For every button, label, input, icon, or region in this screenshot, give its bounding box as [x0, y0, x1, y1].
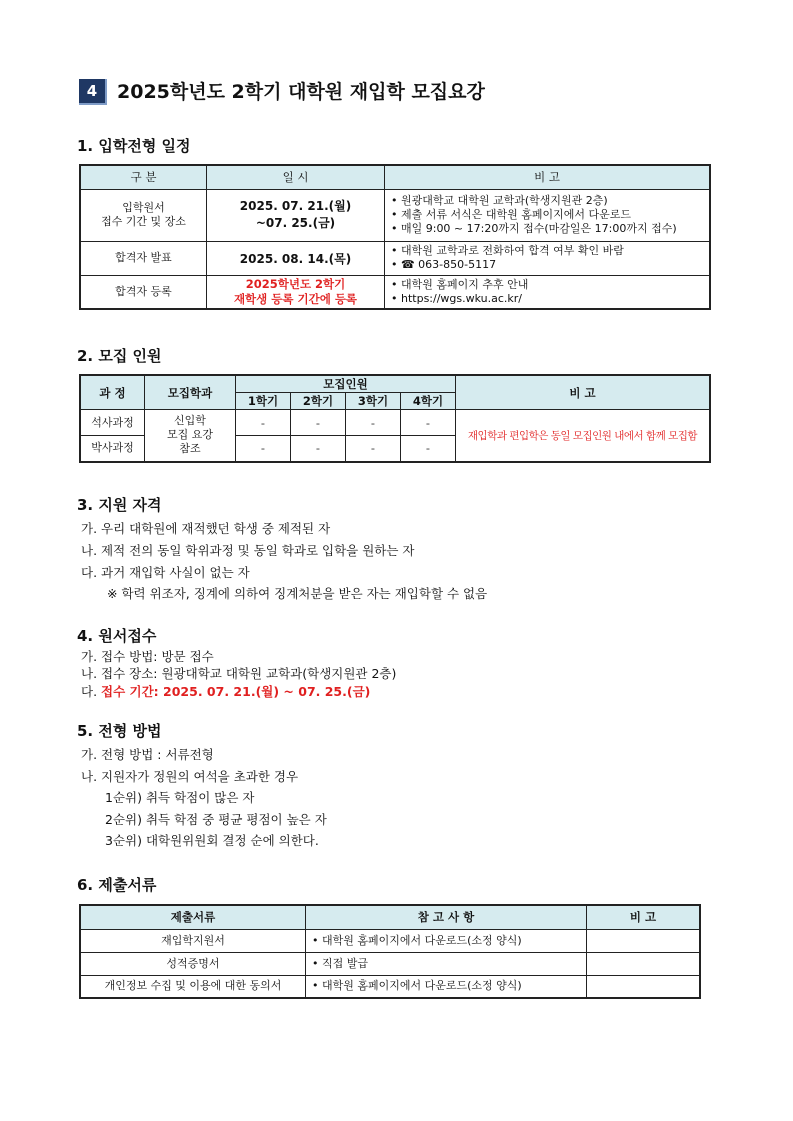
- eligibility-line: 가. 우리 대학원에 재적했던 학생 중 제적된 자: [81, 521, 331, 536]
- documents-table: [79, 904, 701, 999]
- schedule-date-line: 2025. 07. 21.(월): [239, 199, 352, 213]
- quota-header-sem1: 1학기: [236, 393, 291, 410]
- schedule-note-line: • 대학원 홈페이지 추후 안내: [391, 277, 529, 291]
- quota-value: -: [401, 436, 456, 462]
- schedule-date-line: 재학생 등록 기간에 등록: [233, 291, 358, 306]
- quota-dept-line: 신입학: [174, 414, 206, 428]
- quota-dept-line: 참조: [179, 442, 201, 456]
- table-row: [80, 241, 710, 275]
- schedule-note: [385, 189, 711, 241]
- table-row: [80, 929, 700, 952]
- schedule-note: [385, 241, 711, 275]
- schedule-date: [207, 189, 385, 241]
- eligibility-note: ※ 학력 위조자, 징계에 의하여 징계처분을 받은 자는 재입학할 수 없음: [107, 586, 488, 601]
- quota-value: -: [236, 436, 291, 462]
- page-title: 2025학년도 2학기 대학원 재입학 모집요강: [117, 81, 485, 103]
- schedule-date-line: ~07. 25.(금): [255, 216, 336, 230]
- quota-dept-line: 모집 요강: [166, 428, 213, 442]
- application-period-line: [81, 682, 370, 700]
- schedule-header-category: 구 분: [80, 165, 207, 189]
- schedule-date-line: 2025학년도 2학기: [245, 276, 346, 291]
- section-number-badge: 4: [79, 79, 107, 105]
- document-ref: • 직접 발급: [306, 952, 587, 975]
- quota-header-sem2: 2학기: [291, 393, 346, 410]
- quota-dept: [145, 410, 236, 462]
- schedule-header-date: 일 시: [207, 165, 385, 189]
- section-1-heading: 1. 입학전형 일정: [77, 137, 191, 155]
- schedule-note-line: • 원광대학교 대학원 교학과(학생지원관 2층): [391, 194, 608, 207]
- quota-header-sem3: 3학기: [346, 393, 401, 410]
- schedule-date: 2025. 08. 14.(목): [207, 241, 385, 275]
- schedule-date: [207, 275, 385, 309]
- documents-header-note: 비 고: [587, 905, 701, 929]
- section-3-heading: 3. 지원 자격: [77, 496, 162, 514]
- quota-course: 박사과정: [80, 436, 145, 462]
- table-row: [80, 275, 710, 309]
- quota-value: -: [401, 410, 456, 436]
- quota-header-count: 모집인원: [236, 375, 456, 393]
- schedule-table: [79, 164, 711, 310]
- schedule-note: [385, 275, 711, 309]
- table-row: [80, 952, 700, 975]
- table-row: [80, 975, 700, 998]
- section-2-heading: 2. 모집 인원: [77, 347, 162, 365]
- table-row: [80, 189, 710, 241]
- schedule-note-line: • 매일 9:00 ~ 17:20까지 접수(마감일은 17:00까지 접수): [391, 222, 677, 235]
- application-line: 가. 접수 방법: 방문 접수: [81, 649, 214, 664]
- document-name: 재입학지원서: [80, 929, 306, 952]
- document-name: 성적증명서: [80, 952, 306, 975]
- document-note: [587, 975, 701, 998]
- quota-header-sem4: 4학기: [401, 393, 456, 410]
- document-name: 개인정보 수집 및 이용에 대한 동의서: [80, 975, 306, 998]
- schedule-category: [80, 189, 207, 241]
- eligibility-line: 다. 과거 재입학 사실이 없는 자: [81, 565, 250, 580]
- selection-line: 나. 지원자가 정원의 여석을 초과한 경우: [81, 769, 299, 784]
- document-note: [587, 952, 701, 975]
- schedule-note-line: • https://wgs.wku.ac.kr/: [391, 291, 523, 305]
- application-period-prefix: 다.: [81, 684, 102, 699]
- quota-header-course: 과 정: [80, 375, 145, 410]
- schedule-category: 합격자 등록: [80, 275, 207, 309]
- schedule-category-line: 입학원서: [122, 201, 165, 214]
- schedule-note-line: • 제출 서류 서식은 대학원 홈페이지에서 다운로드: [391, 208, 631, 221]
- quota-value: -: [346, 436, 401, 462]
- selection-line: 가. 전형 방법 : 서류전형: [81, 747, 214, 762]
- quota-value: -: [291, 410, 346, 436]
- section-5-heading: 5. 전형 방법: [77, 722, 162, 740]
- schedule-category-line: 접수 기간 및 장소: [101, 215, 186, 228]
- application-line: 나. 접수 장소: 원광대학교 대학원 교학과(학생지원관 2층): [81, 666, 397, 681]
- document-ref: • 대학원 홈페이지에서 다운로드(소정 양식): [306, 975, 587, 998]
- section-4-heading: 4. 원서접수: [77, 627, 157, 645]
- document-ref: • 대학원 홈페이지에서 다운로드(소정 양식): [306, 929, 587, 952]
- schedule-header-note: 비 고: [385, 165, 711, 189]
- schedule-note-line: • 대학원 교학과로 전화하여 합격 여부 확인 바람: [391, 244, 624, 257]
- document-note: [587, 929, 701, 952]
- selection-priority: 3순위) 대학원위원회 결정 순에 의한다.: [105, 833, 319, 848]
- quota-value: -: [346, 410, 401, 436]
- quota-table: [79, 374, 711, 463]
- quota-note: 재입학과 편입학은 동일 모집인원 내에서 함께 모집함: [456, 410, 711, 462]
- selection-priority: 2순위) 취득 학점 중 평균 평점이 높은 자: [105, 812, 327, 827]
- quota-course: 석사과정: [80, 410, 145, 436]
- table-row: [80, 410, 710, 436]
- documents-header-ref: 참 고 사 항: [306, 905, 587, 929]
- quota-header-note: 비 고: [456, 375, 711, 410]
- application-period: 접수 기간: 2025. 07. 21.(월) ~ 07. 25.(금): [101, 684, 371, 699]
- section-6-heading: 6. 제출서류: [77, 876, 157, 894]
- documents-header-doc: 제출서류: [80, 905, 306, 929]
- quota-value: -: [291, 436, 346, 462]
- schedule-note-line: • ☎ 063-850-5117: [391, 258, 497, 271]
- schedule-category: 합격자 발표: [80, 241, 207, 275]
- quota-header-dept: 모집학과: [145, 375, 236, 410]
- quota-value: -: [236, 410, 291, 436]
- selection-priority: 1순위) 취득 학점이 많은 자: [105, 790, 255, 805]
- eligibility-line: 나. 제적 전의 동일 학위과정 및 동일 학과로 입학을 원하는 자: [81, 543, 415, 558]
